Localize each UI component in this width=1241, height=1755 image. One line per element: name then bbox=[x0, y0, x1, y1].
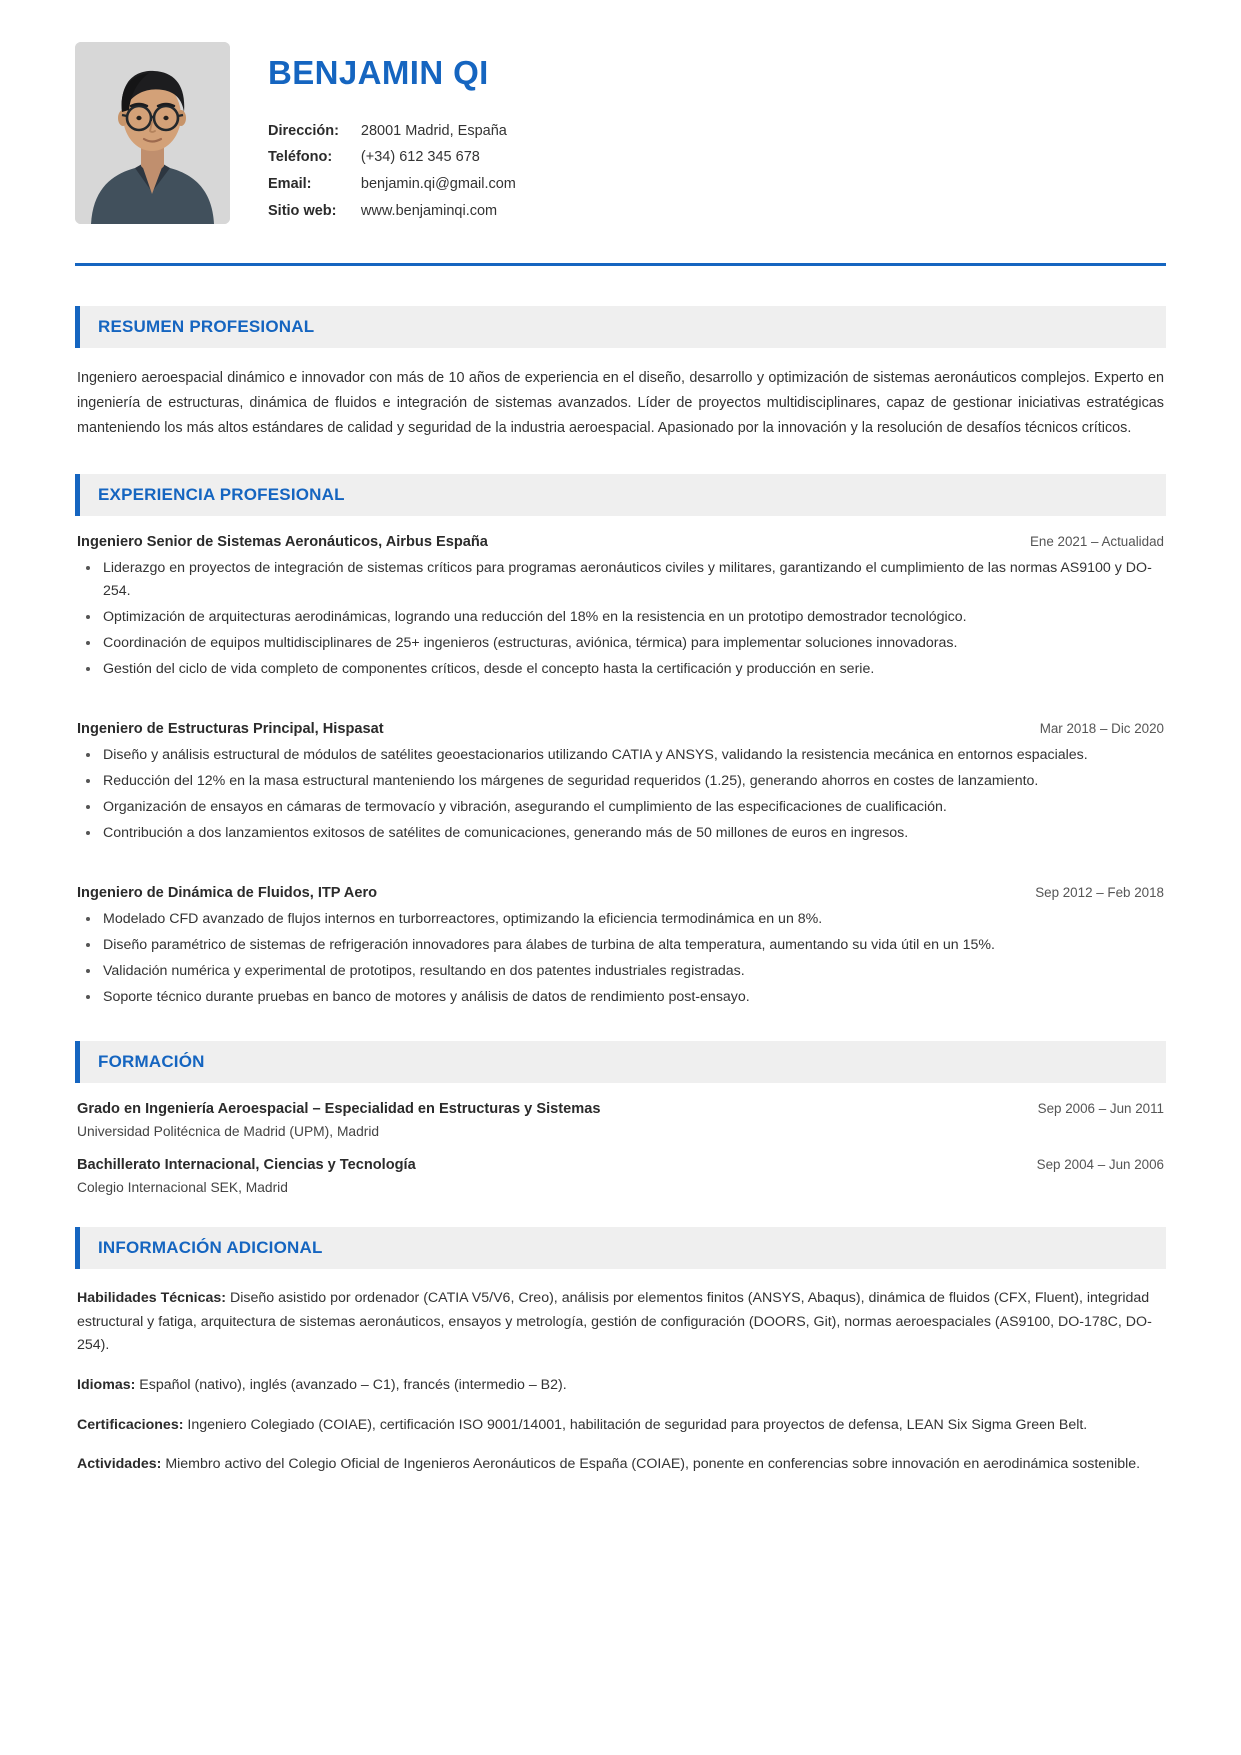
contact-label-address: Dirección: bbox=[268, 122, 339, 139]
info-text-skills: Diseño asistido por ordenador (CATIA V5/V6, Creo), análisis por elementos finitos (ANSYS, Abaqus), dinámica de fluidos (CFX, Fluent), integridad estructural y fatiga, arquitectura de sistemas aeronáuticos, ensayos y metrología, gestión de configuración (DOORS, Git), normas aeroespaciales (AS9100, DO-178C, DO-254). bbox=[77, 1290, 1152, 1354]
contact-row-email bbox=[268, 172, 516, 199]
experience-entry-header bbox=[75, 534, 1166, 550]
education-entry bbox=[75, 1101, 1166, 1139]
contact-value-website[interactable]: www.benjaminqi.com bbox=[360, 202, 498, 219]
contact-table bbox=[268, 118, 516, 225]
info-text-languages: Español (nativo), inglés (avanzado – C1), francés (intermedio – B2). bbox=[135, 1376, 567, 1393]
education-entry bbox=[75, 1157, 1166, 1195]
contact-value-address: 28001 Madrid, España bbox=[360, 122, 507, 139]
contact-label-email: Email: bbox=[268, 176, 312, 192]
experience-entry-header bbox=[75, 721, 1166, 737]
info-label-activities: Actividades: bbox=[77, 1456, 162, 1473]
section-title-education: FORMACIÓN bbox=[98, 1052, 205, 1072]
list-item: Contribución a dos lanzamientos exitosos de satélites de comunicaciones, generando más de 50 millones de euros en ingresos. bbox=[77, 822, 1164, 845]
experience-job-date: Ene 2021 – Actualidad bbox=[1029, 534, 1164, 550]
education-institution: Colegio Internacional SEK, Madrid bbox=[77, 1180, 288, 1196]
section-header-education bbox=[75, 1041, 1166, 1083]
info-block-activities bbox=[75, 1453, 1166, 1477]
info-label-skills: Habilidades Técnicas: bbox=[77, 1290, 227, 1307]
education-date: Sep 2004 – Jun 2006 bbox=[1036, 1157, 1164, 1173]
info-label-certifications: Certificaciones: bbox=[77, 1416, 184, 1433]
section-title-summary: RESUMEN PROFESIONAL bbox=[98, 317, 315, 336]
list-item: Diseño paramétrico de sistemas de refrigeración innovadores para álabes de turbina de alta temperatura, aumentando su vida útil en un 15%. bbox=[77, 934, 1164, 957]
contact-value-email[interactable]: benjamin.qi@gmail.com bbox=[360, 176, 516, 192]
info-text-certifications: Ingeniero Colegiado (COIAE), certificación ISO 9001/14001, habilitación de seguridad para proyectos de defensa, LEAN Six Sigma Green Belt. bbox=[183, 1416, 1088, 1433]
experience-job-title: Ingeniero Senior de Sistemas Aeronáuticos, Airbus España bbox=[77, 534, 488, 551]
experience-bullet-list bbox=[75, 557, 1166, 681]
experience-bullet-list bbox=[75, 908, 1166, 1009]
header-divider bbox=[75, 263, 1166, 266]
education-degree-title: Grado en Ingeniería Aeroespacial – Especialidad en Estructuras y Sistemas bbox=[77, 1101, 601, 1118]
list-item: Coordinación de equipos multidisciplinares de 25+ ingenieros (estructuras, aviónica, térmica) para implementar soluciones innovadoras. bbox=[77, 632, 1164, 655]
summary-text: Ingeniero aeroespacial dinámico e innovador con más de 10 años de experiencia en el diseño, desarrollo y optimización de sistemas aeronáuticos complejos. Experto en ingeniería de estructuras, dinámica de fluidos e integración de sistemas avanzados. Líder de proyectos multidisciplinares, capaz de gestionar iniciativas estratégicas manteniendo los más altos estándares de calidad y seguridad de la industria aeroespacial. Apasionado por la innovación y la resolución de desafíos técnicos críticos. bbox=[77, 370, 1164, 436]
education-institution: Universidad Politécnica de Madrid (UPM), Madrid bbox=[77, 1124, 380, 1140]
education-entry-header bbox=[75, 1101, 1166, 1117]
experience-bullet-list bbox=[75, 744, 1166, 845]
list-item: Diseño y análisis estructural de módulos de satélites geoestacionarios utilizando CATIA y ANSYS, validando la resistencia mecánica en entornos espaciales. bbox=[77, 744, 1164, 767]
photo-icon bbox=[75, 42, 230, 224]
section-title-additional-info: INFORMACIÓN ADICIONAL bbox=[98, 1238, 323, 1258]
education-date: Sep 2006 – Jun 2011 bbox=[1037, 1101, 1164, 1117]
list-item: Soporte técnico durante pruebas en banco de motores y análisis de datos de rendimiento post-ensayo. bbox=[77, 986, 1164, 1009]
list-item: Validación numérica y experimental de prototipos, resultando en dos patentes industriales registradas. bbox=[77, 960, 1164, 983]
page-title: BENJAMIN QI bbox=[268, 54, 489, 91]
info-text-activities: Miembro activo del Colegio Oficial de Ingenieros Aeronáuticos de España (COIAE), ponente en conferencias sobre innovación en aerodinámica sostenible. bbox=[161, 1456, 1141, 1473]
contact-row-address bbox=[268, 118, 516, 145]
experience-entry bbox=[75, 885, 1166, 1009]
contact-label-website: Sitio web: bbox=[268, 202, 337, 219]
contact-label-phone: Teléfono: bbox=[268, 149, 333, 166]
contact-row-phone bbox=[268, 145, 516, 172]
section-additional-info bbox=[75, 1227, 1166, 1476]
experience-job-title: Ingeniero de Dinámica de Fluidos, ITP Aero bbox=[77, 885, 378, 902]
profile-photo bbox=[75, 42, 230, 224]
education-entry-header bbox=[75, 1157, 1166, 1173]
section-header-additional-info bbox=[75, 1227, 1166, 1269]
list-item: Reducción del 12% en la masa estructural manteniendo los márgenes de seguridad requeridos (1.25), generando ahorros en costes de lanzamiento. bbox=[77, 770, 1164, 793]
list-item: Optimización de arquitecturas aerodinámicas, logrando una reducción del 18% en la resistencia en un prototipo demostrador tecnológico. bbox=[77, 606, 1164, 629]
contact-row-website bbox=[268, 198, 516, 225]
experience-job-date: Sep 2012 – Feb 2018 bbox=[1035, 885, 1164, 901]
contact-value-phone: (+34) 612 345 678 bbox=[360, 149, 480, 166]
experience-entry bbox=[75, 721, 1166, 845]
section-education bbox=[75, 1041, 1166, 1195]
list-item: Modelado CFD avanzado de flujos internos en turborreactores, optimizando la eficiencia termodinámica en un 8%. bbox=[77, 908, 1164, 931]
list-item: Organización de ensayos en cámaras de termovacío y vibración, asegurando el cumplimiento de las especificaciones de cualificación. bbox=[77, 796, 1164, 819]
section-title-experience: EXPERIENCIA PROFESIONAL bbox=[98, 485, 345, 505]
list-item: Gestión del ciclo de vida completo de componentes críticos, desde el concepto hasta la certificación y producción en serie. bbox=[77, 658, 1164, 681]
section-header-summary bbox=[75, 306, 1166, 348]
list-item: Liderazgo en proyectos de integración de sistemas críticos para programas aeronáuticos civiles y militares, garantizando el cumplimiento de las normas AS9100 y DO-254. bbox=[77, 557, 1164, 603]
info-label-languages: Idiomas: bbox=[77, 1376, 136, 1393]
section-header-experience bbox=[75, 474, 1166, 516]
education-degree-title: Bachillerato Internacional, Ciencias y Tecnología bbox=[77, 1157, 416, 1174]
info-block-languages bbox=[75, 1374, 1166, 1398]
experience-entry bbox=[75, 534, 1166, 681]
header-details bbox=[266, 42, 1166, 225]
info-block-skills bbox=[75, 1287, 1166, 1358]
experience-job-title: Ingeniero de Estructuras Principal, Hispasat bbox=[77, 721, 384, 738]
section-experience bbox=[75, 474, 1166, 1009]
experience-job-date: Mar 2018 – Dic 2020 bbox=[1039, 721, 1164, 737]
section-summary bbox=[75, 306, 1166, 440]
resume-header bbox=[75, 42, 1166, 263]
experience-entry-header bbox=[75, 885, 1166, 901]
info-block-certifications bbox=[75, 1414, 1166, 1438]
